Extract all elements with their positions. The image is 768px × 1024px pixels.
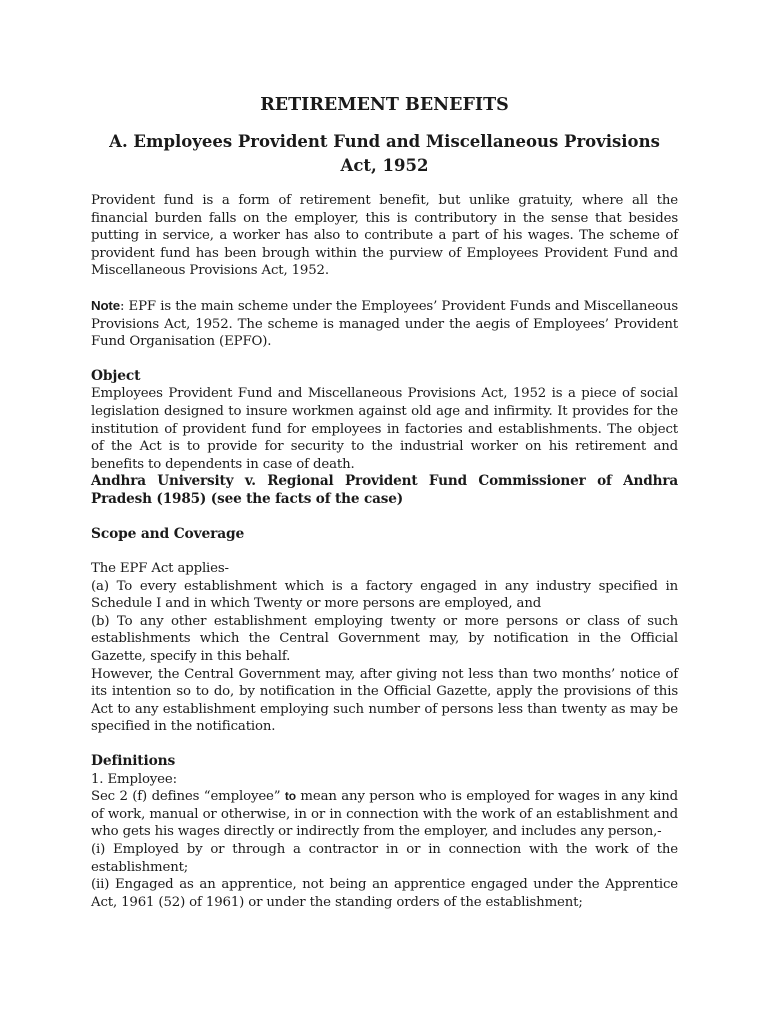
document-body <box>91 92 678 911</box>
definition-item-i: (i) Employed by or through a contractor in or in connection with the work of the establishment; <box>91 842 678 875</box>
page-title: RETIREMENT BENEFITS <box>260 95 509 115</box>
note-paragraph <box>91 297 678 351</box>
case-citation: Andhra University v. Regional Provident Fund Commissioner of Andhra Pradesh (1985) (see the facts of the case) <box>91 473 678 507</box>
definition-item-ii: (ii) Engaged as an apprentice, not being an apprentice engaged under the Apprentice Act, 1961 (52) of 1961) or under the standing orders of the establishment; <box>91 877 678 910</box>
object-heading: Object <box>91 367 141 384</box>
definitions-section <box>91 753 678 911</box>
scope-heading: Scope and Coverage <box>91 525 245 542</box>
section-title-epf-act: A. Employees Provident Fund and Miscellaneous Provisions Act, 1952 <box>109 132 660 175</box>
sec-text-end: mean any person who is employed for wages in any kind of work, manual or otherwise, in or in connection with the work of an establishment and who gets his wages directly or indirectly from the employer, and includes any person,- <box>91 789 679 840</box>
scope-however: However, the Central Government may, after giving not less than two months’ notice of its intention so to do, by notification in the Official Gazette, apply the provisions of this Act to any establishment employing such number of persons less than twenty as may be specified in the notification. <box>91 666 678 735</box>
intro-paragraph: Provident fund is a form of retirement benefit, but unlike gratuity, where all the financial burden falls on the employer, this is contributory in the sense that besides putting in service, a worker has also to contribute a part of his wages. The scheme of provident fund has been brough within the purview of Employees Provident Fund and Miscellaneous Provisions Act, 1952. <box>91 193 678 279</box>
note-label: Note <box>91 297 120 313</box>
sec-text-start: Sec 2 (f) defines “employee” <box>91 789 285 805</box>
scope-item-a: (a) To every establishment which is a factory engaged in any industry specified in Schedule I and in which Twenty or more persons are employed, and <box>91 578 678 612</box>
scope-item-b: (b) To any other establishment employing twenty or more persons or class of such establishments which the Central Government may, by notification in the Official Gazette, specify in this behalf. <box>91 613 678 665</box>
sec-text-to: to <box>284 789 296 804</box>
scope-applies: The EPF Act applies- <box>91 561 229 577</box>
employee-label: 1. Employee: <box>91 771 177 787</box>
employee-definition <box>91 788 678 841</box>
object-section <box>91 368 678 509</box>
note-text: : EPF is the main scheme under the Employees’ Provident Funds and Miscellaneous Provisions Act, 1952. The scheme is managed under the aegis of Employees’ Provident Fund Organisation (EPFO). <box>91 298 678 350</box>
object-paragraph: Employees Provident Fund and Miscellaneous Provisions Act, 1952 is a piece of social legislation designed to insure workmen against old age and infirmity. It provides for the institution of provident fund for employees in factories and establishments. The object of the Act is to provide for security to the industrial worker on his retirement and benefits to dependents in case of death. <box>91 386 678 472</box>
definitions-heading: Definitions <box>91 753 176 770</box>
scope-section <box>91 526 678 737</box>
